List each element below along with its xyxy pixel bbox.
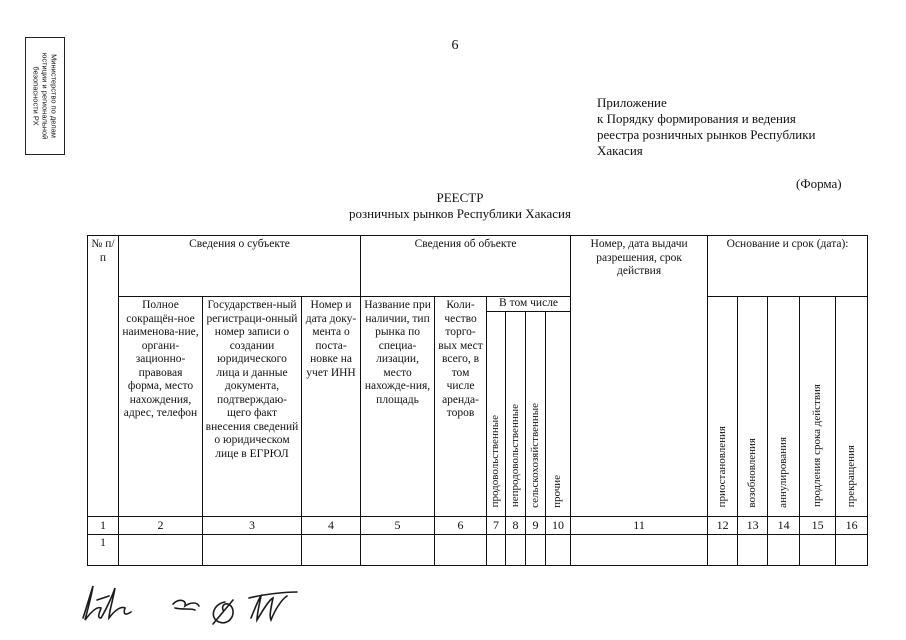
column-number: 6: [435, 516, 487, 535]
header-number: № п/п: [88, 236, 119, 517]
header-cancel-text: аннулирования: [776, 436, 789, 508]
header-extend-text: продления срока действия: [810, 384, 823, 508]
column-number: 3: [203, 516, 302, 535]
signature-stroke: [97, 596, 109, 600]
header-suspend: [708, 297, 738, 517]
column-number: 2: [119, 516, 203, 535]
header-permit: Номер, дата выдачи разрешения, срок действия: [571, 236, 708, 517]
appendix-line: Хакасия: [597, 143, 643, 158]
column-number: 13: [738, 516, 768, 535]
column-number: 5: [361, 516, 435, 535]
stamp-text: [32, 41, 59, 151]
signature-stroke: [249, 592, 297, 620]
title-line-1: РЕЕСТР: [436, 190, 484, 205]
header-suspend-text: приостановления: [715, 426, 728, 508]
header-nonfood: [506, 311, 526, 516]
column-number: 7: [487, 516, 506, 535]
handwritten-signatures: [75, 578, 305, 634]
form-note: (Форма): [796, 176, 842, 191]
table-cell: [738, 535, 768, 566]
column-number: 16: [836, 516, 868, 535]
column-number: 12: [708, 516, 738, 535]
header-basis: Основание и срок (дата):: [708, 236, 868, 297]
table-row: [88, 535, 868, 566]
registry-table: [87, 235, 868, 566]
table-cell: [435, 535, 487, 566]
stamp-line: Министерство по делам: [49, 54, 59, 138]
table-header-row: [88, 236, 868, 297]
table-cell: [506, 535, 526, 566]
header-food-text: продовольственные: [489, 415, 502, 508]
signature-stroke: [173, 600, 199, 610]
header-other: [546, 311, 571, 516]
table-cell: [302, 535, 361, 566]
signature-stroke: [213, 600, 233, 624]
table-cell: [119, 535, 203, 566]
column-number: 9: [526, 516, 546, 535]
table-cell: [487, 535, 506, 566]
table-cell: [571, 535, 708, 566]
column-number-row: [88, 516, 868, 535]
appendix-line: к Порядку формирования и ведения: [597, 111, 796, 126]
header-food: [487, 311, 506, 516]
header-registration: Государствен-ный регистраци-онный номер записи о создании юридического лица и данные документа, подтверждаю-щего факт внесения сведений о юридическом лице в ЕГРЮЛ: [203, 297, 302, 517]
signature-stroke: [83, 586, 131, 620]
column-number: 1: [88, 516, 119, 535]
document-title: [300, 190, 620, 222]
title-line-2: розничных рынков Республики Хакасия: [349, 206, 571, 221]
table-cell: [361, 535, 435, 566]
column-number: 15: [800, 516, 836, 535]
column-number: 8: [506, 516, 526, 535]
column-number: 11: [571, 516, 708, 535]
header-market: Название при наличии, тип рынка по специа-лизации, место нахожде-ния, площадь: [361, 297, 435, 517]
header-object: Сведения об объекте: [361, 236, 571, 297]
page-number: 6: [451, 38, 459, 53]
stamp-line: безопасности РХ: [31, 66, 41, 126]
header-extend: [800, 297, 836, 517]
appendix-line: Приложение: [597, 95, 667, 110]
table-cell: [708, 535, 738, 566]
column-number: 10: [546, 516, 571, 535]
header-agri-text: сельскохозяйственные: [528, 402, 541, 508]
appendix-line: реестра розничных рынков Республики: [597, 127, 816, 142]
appendix-header: [597, 95, 867, 159]
header-resume: [738, 297, 768, 517]
header-places: Коли-чество торго-вых мест всего, в том числе аренда-торов: [435, 297, 487, 517]
header-including: В том числе: [487, 297, 571, 312]
table-header-row: [88, 297, 868, 312]
header-nonfood-text: непродовольственные: [508, 404, 521, 508]
column-number: 14: [768, 516, 800, 535]
table-cell: [526, 535, 546, 566]
header-agri: [526, 311, 546, 516]
header-inn: Номер и дата доку-мента о поста-новке на учет ИНН: [302, 297, 361, 517]
row-number: 1: [88, 535, 119, 566]
header-resume-text: возобновления: [745, 437, 758, 508]
header-cancel: [768, 297, 800, 517]
table-cell: [768, 535, 800, 566]
table-cell: [546, 535, 571, 566]
header-terminate-text: прекращения: [844, 445, 857, 508]
table-cell: [836, 535, 868, 566]
table-cell: [800, 535, 836, 566]
header-subject: Сведения о субъекте: [119, 236, 361, 297]
stamp-line: юстиции и региональной: [40, 52, 50, 140]
header-terminate: [836, 297, 868, 517]
registration-stamp: [25, 37, 65, 155]
column-number: 4: [302, 516, 361, 535]
table-cell: [203, 535, 302, 566]
header-other-text: прочие: [551, 474, 564, 508]
header-full-name: Полное сокращён-ное наименова-ние, органи-зационно-правовая форма, место нахождения, адрес, телефон: [119, 297, 203, 517]
